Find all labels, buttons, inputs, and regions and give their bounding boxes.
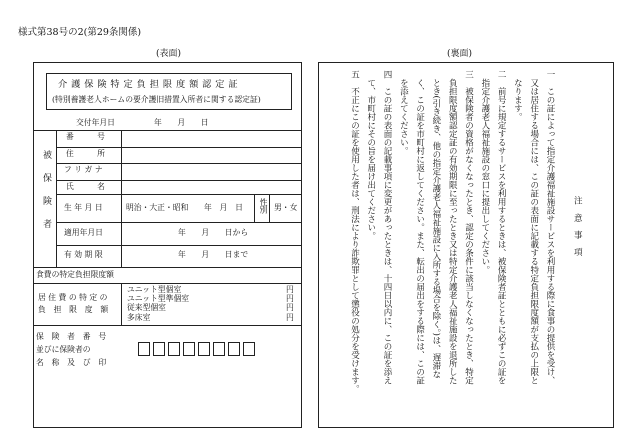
furigana-label: フ リ ガ ナ: [64, 165, 103, 174]
note-line: て、市町村にその旨を届け出てください。: [365, 70, 376, 240]
food-limit-label: 食費の特定負担限度額: [36, 270, 114, 279]
insurer-number-box[interactable]: [243, 342, 255, 356]
birth-date-value: 明治・大正・昭和 年 月 日: [126, 203, 243, 212]
insurer-label-2: 並びに保険者の: [36, 345, 91, 354]
note-line: なります。: [512, 70, 523, 121]
valid-until-value: 年 月 日まで: [178, 250, 249, 259]
note-line: 三 被保険者の資格がなくなったとき、認定の条件に該当しなくなったとき、特定: [463, 70, 474, 385]
note-line: 一 この証によって指定介護福祉施設サービスを利用する際に食事の提供を受け、: [545, 70, 555, 385]
note-line: とき(引き続き、他の指定介護老人福祉施設に入所する場合を除く。)は、遅滞な: [430, 70, 441, 379]
insurer-number-box[interactable]: [213, 342, 225, 356]
housing-item-multi-bed: 多床室: [127, 313, 151, 322]
name-label: 氏 名: [66, 182, 105, 191]
back-side-label: (裏面): [447, 49, 473, 59]
number-label: 番 号: [66, 132, 105, 141]
issue-date: 交付年月日 年 月 日: [76, 118, 209, 127]
housing-item-unit-private: ユニット型個室: [127, 285, 182, 294]
note-line: 負担限度額認定証の有効期限に至ったとき又は特定介護老人福祉施設を退所した: [447, 70, 458, 385]
insurer-label-1: 保 険 者 番 号: [36, 332, 107, 341]
housing-item-conventional-private-yen: 円: [286, 303, 294, 312]
note-line: 二 前号に規定するサービスを利用するときは、被保険者証とともに必ずこの証を: [496, 70, 507, 385]
housing-item-unit-private-yen: 円: [286, 285, 294, 294]
insurer-number-box[interactable]: [228, 342, 240, 356]
housing-limit-label-1: 居 住 費 の 特 定 の: [38, 293, 108, 302]
insurer-number-box[interactable]: [138, 342, 150, 356]
insurer-number-box[interactable]: [198, 342, 210, 356]
housing-limit-label-2: 負 担 限 度 額: [38, 305, 109, 314]
note-line: 指定介護老人福祉施設の窓口に提出してください。: [479, 70, 490, 274]
insurer-number-box[interactable]: [168, 342, 180, 356]
notes-heading: 注 意 事 項: [572, 196, 583, 257]
note-line: く、この証を市町村に返してください。また、転出の届出をする際には、この証: [414, 70, 425, 385]
valid-until-label: 有 効 期 限: [64, 250, 103, 259]
sex-label: 性別: [259, 198, 269, 214]
insurer-label-3: 名 称 及 び 印: [36, 358, 107, 367]
note-line: 五 不正にこの証を使用した者は、刑法により詐欺罪として懲役の処分を受けます。: [349, 70, 360, 393]
notes-body: [334, 70, 558, 422]
certificate-title: 介 護 保 険 特 定 負 担 限 度 額 認 定 証: [58, 79, 239, 90]
housing-item-unit-semi-private: ユニット型準個室: [127, 294, 190, 303]
housing-item-conventional-private: 従来型個室: [127, 303, 166, 312]
apply-date-value: 年 月 日から: [178, 228, 249, 237]
sex-value: 男・女: [274, 203, 298, 212]
address-label: 住 所: [66, 149, 105, 158]
front-side-label: (表面): [156, 49, 182, 59]
insurer-number-box[interactable]: [183, 342, 195, 356]
main-table: [33, 130, 302, 428]
insurer-number-box[interactable]: [153, 342, 165, 356]
form-number-header: 様式第38号の2(第29条関係): [18, 27, 142, 38]
housing-item-multi-bed-yen: 円: [286, 313, 294, 322]
certificate-subtitle: (特別養護老人ホームの要介護旧措置入所者に関する認定証): [52, 95, 261, 104]
birth-date-label: 生 年 月 日: [64, 203, 103, 212]
note-line: を添えてください。: [398, 70, 409, 155]
note-line: 又は居住する場合には、この証の表面に記載する特定負担限度額が支払の上限と: [528, 70, 539, 385]
note-line: 四 この証の表面の記載事項に変更があったときは、十四日以内に、この証を添え: [382, 70, 393, 385]
apply-date-label: 適用年月日: [64, 228, 103, 237]
insured-person-label: 被保険者: [40, 150, 51, 242]
housing-item-unit-semi-private-yen: 円: [286, 294, 294, 303]
